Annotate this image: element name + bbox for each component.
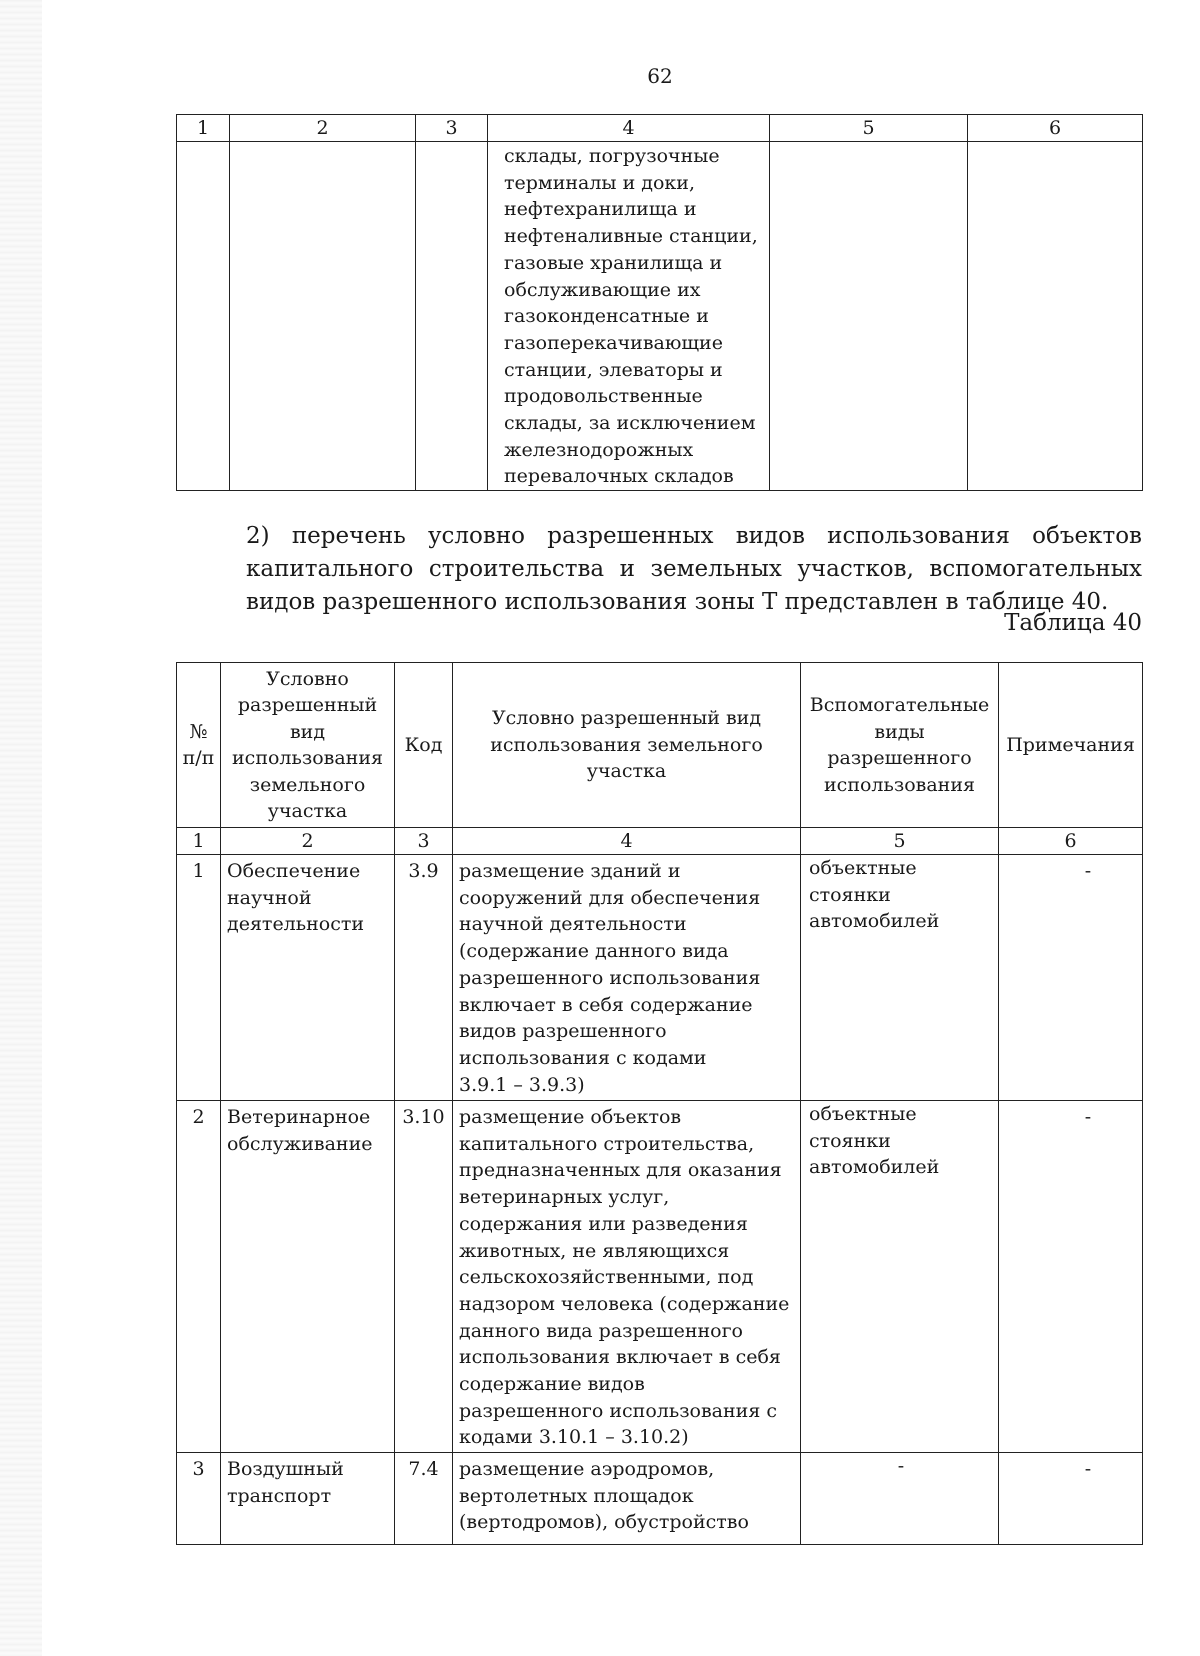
col-number-1: 1: [177, 828, 221, 855]
use-description: размещение объектов капитального строительства, предназначенных для оказания ветеринарных услуг, содержания или разведения животных, не являющихся сельскохозяйственными, под надзором человека (содержание данного вида разрешенного использования включает в себя содержание видов разрешенного использования с кодами 3.10.1 – 3.10.2): [453, 1101, 801, 1453]
cell-empty: [230, 142, 416, 491]
page-number: 62: [647, 64, 673, 88]
row-number: 1: [177, 855, 221, 1101]
use-description: размещение зданий и сооружений для обеспечения научной деятельности (содержание данного вида разрешенного использования включает в себя содержание видов разрешенного использования с кодами 3.9.1 – 3.9.3): [453, 855, 801, 1101]
table-row: [177, 1453, 1143, 1545]
header-auxiliary: Вспомогательные виды разрешенного использования: [801, 663, 999, 828]
cell-empty: [416, 142, 488, 491]
header-notes: Примечания: [999, 663, 1143, 828]
col-number-5: 5: [770, 115, 968, 142]
notes: -: [999, 1453, 1143, 1545]
header-code: Код: [395, 663, 453, 828]
auxiliary-uses: объектные стоянки автомобилей: [801, 855, 999, 1101]
use-type-name: Воздушный транспорт: [221, 1453, 395, 1545]
auxiliary-uses: -: [801, 1453, 999, 1545]
notes: -: [999, 1101, 1143, 1453]
column-number-row: [177, 828, 1143, 855]
col-number-5: 5: [801, 828, 999, 855]
cell-empty: [968, 142, 1143, 491]
row-number: 3: [177, 1453, 221, 1545]
col-number-3: 3: [416, 115, 488, 142]
header-row: [177, 663, 1143, 828]
header-use-type: Условно разрешенный вид использования земельного участка: [221, 663, 395, 828]
main-table: [176, 662, 1143, 1545]
use-type-name: Ветеринарное обслуживание: [221, 1101, 395, 1453]
auxiliary-uses: объектные стоянки автомобилей: [801, 1101, 999, 1453]
continuation-table: [176, 114, 1143, 491]
paragraph: 2) перечень условно разрешенных видов использования объектов капитального строительства и земельных участков, вспомогательных видов разрешенного использования зоны Т представлен в таблице 40.: [246, 523, 1142, 615]
row-number: 2: [177, 1101, 221, 1453]
use-description: размещение аэродромов, вертолетных площадок (вертодромов), обустройство: [453, 1453, 801, 1545]
col-number-1: 1: [177, 115, 230, 142]
table-caption: Таблица 40: [1004, 610, 1142, 636]
header-number: № п/п: [177, 663, 221, 828]
continuation-row: [177, 142, 1143, 491]
table-row: [177, 855, 1143, 1101]
continuation-text: склады, погрузочные терминалы и доки, нефтехранилища и нефтеналивные станции, газовые хранилища и обслуживающие их газоконденсатные и газоперекачивающие станции, элеваторы и продовольственные склады, за исключением железнодорожных перевалочных складов: [488, 142, 770, 491]
col-number-2: 2: [221, 828, 395, 855]
col-number-2: 2: [230, 115, 416, 142]
use-code: 3.9: [395, 855, 453, 1101]
cell-empty: [770, 142, 968, 491]
notes: -: [999, 855, 1143, 1101]
use-code: 7.4: [395, 1453, 453, 1545]
col-number-3: 3: [395, 828, 453, 855]
scan-edge-noise: [0, 0, 42, 1656]
header-description: Условно разрешенный вид использования земельного участка: [453, 663, 801, 828]
cell-empty: [177, 142, 230, 491]
col-number-6: 6: [999, 828, 1143, 855]
use-code: 3.10: [395, 1101, 453, 1453]
col-number-4: 4: [488, 115, 770, 142]
col-number-4: 4: [453, 828, 801, 855]
col-number-6: 6: [968, 115, 1143, 142]
use-type-name: Обеспечение научной деятельности: [221, 855, 395, 1101]
table-row: [177, 1101, 1143, 1453]
column-number-row: [177, 115, 1143, 142]
